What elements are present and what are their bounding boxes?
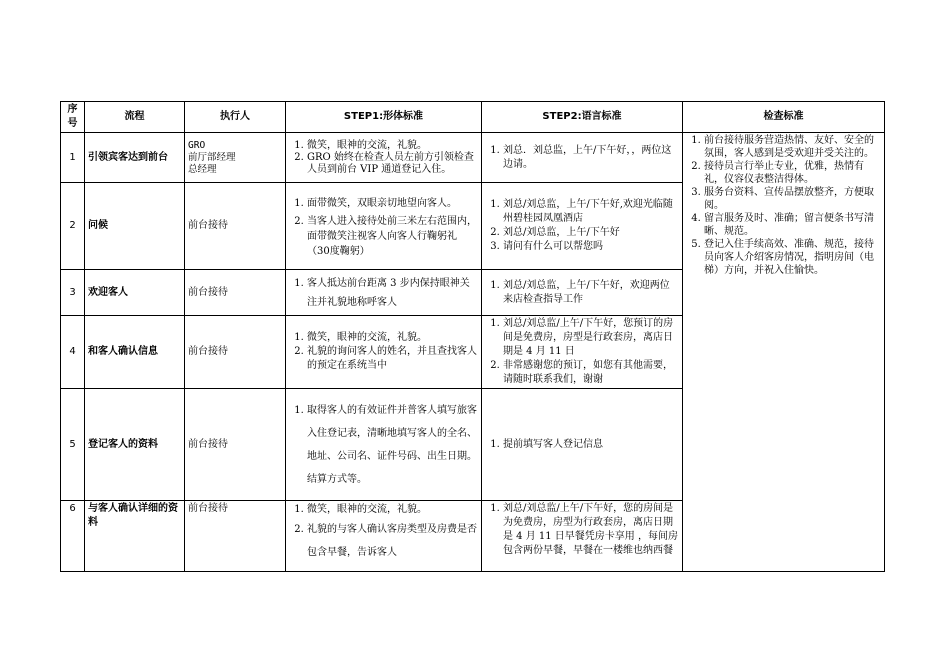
header-flow: 流程 — [85, 102, 185, 133]
row-number: 2 — [61, 183, 85, 270]
list-item: 1. 刘总/刘总监，上午/下午好，欢迎两位来店检查指导工作 — [503, 279, 679, 307]
flow-name: 与客人确认详细的资料 — [85, 501, 185, 572]
list-item: 1. 刘总．刘总监，上午/下午好，，两位这边请。 — [503, 144, 679, 172]
step1-list — [289, 331, 478, 373]
row-number: 6 — [61, 501, 85, 572]
list-item: 5. 登记入住手续高效、准确、规范，接待员向客人介绍客房情况，指明房间（电梯）方向，并祝入住愉快。 — [704, 238, 881, 277]
check-standard-cell — [683, 133, 885, 572]
list-item: 2. 礼貌的与客人确认客房类型及房费是否包含早餐，告诉客人 — [307, 518, 478, 564]
step2-cell — [482, 270, 683, 316]
list-item: 2. GRO 始终在检查人员左前方引领检查人员到前台 VIP 通道登记入住。 — [307, 152, 478, 176]
step1-cell — [286, 501, 482, 572]
step1-list — [289, 274, 478, 312]
list-item: 3. 服务台资料、宣传品摆放整齐，方便取阅。 — [704, 186, 881, 212]
flow-name: 欢迎客人 — [85, 270, 185, 316]
executor — [185, 133, 286, 183]
flow-name: 引领宾客达到前台 — [85, 133, 185, 183]
list-item: 1. 客人抵达前台距离 3 步内保持眼神关注并礼貌地称呼客人 — [307, 274, 478, 312]
executor: 前台接待 — [185, 270, 286, 316]
step2-cell — [482, 501, 683, 572]
step1-list — [289, 399, 478, 491]
list-item: 1. 微笑，眼神的交流，礼貌。 — [307, 502, 478, 518]
step1-cell — [286, 133, 482, 183]
header-no: 序号 — [61, 102, 85, 133]
list-item: 2. 非常感谢您的预订，如您有其他需要，请随时联系我们，谢谢 — [503, 359, 679, 387]
step2-cell — [482, 389, 683, 501]
step2-cell — [482, 183, 683, 270]
row-number: 1 — [61, 133, 85, 183]
executor-line: 前厅部经理 — [188, 151, 236, 163]
list-item: 3. 请问有什么可以帮您吗 — [503, 240, 679, 254]
table-row — [61, 133, 885, 183]
step1-list — [289, 194, 478, 259]
list-item: 2. 接待员言行举止专业，优雅，热情有礼，仪容仪表整洁得体。 — [704, 160, 881, 186]
flow-name: 问候 — [85, 183, 185, 270]
step1-list — [289, 140, 478, 176]
row-number: 3 — [61, 270, 85, 316]
step2-list — [485, 279, 679, 307]
step2-list — [485, 317, 679, 387]
list-item: 2. 当客人进入接待处前三米左右范围内，面带微笑注视客人向客人行鞠躬礼（30度鞠躬） — [307, 214, 478, 259]
executor: 前台接待 — [185, 389, 286, 501]
header-step2: STEP2:语言标准 — [482, 102, 683, 133]
list-item: 4. 留言服务及时、准确；留言便条书写清晰、规范。 — [704, 212, 881, 238]
executor: 前台接待 — [185, 316, 286, 389]
step1-cell — [286, 183, 482, 270]
step2-list — [485, 144, 679, 172]
list-item: 1. 微笑，眼神的交流，礼貌。 — [307, 140, 478, 152]
executor-line: 总经理 — [188, 163, 217, 175]
step2-list — [485, 198, 679, 254]
list-item: 1. 提前填写客人登记信息 — [503, 438, 679, 452]
header-step1: STEP1:形体标准 — [286, 102, 482, 133]
row-number: 5 — [61, 389, 85, 501]
list-item: 1. 取得客人的有效证件并普客人填写旅客入住登记表，清晰地填写客人的全名、地址、公司名、证件号码、出生日期。结算方式等。 — [307, 399, 478, 491]
step2-list — [485, 438, 679, 452]
row-number: 4 — [61, 316, 85, 389]
list-item: 1. 刘总/刘总监/上午/下午好，您的房间是为免费房，房型为行政套房，离店日期是 4 月 11 日早餐凭房卡享用 ，每间房包含两份早餐，早餐在一楼维也纳西餐 — [503, 502, 679, 558]
step1-cell — [286, 389, 482, 501]
list-item: 1. 微笑，眼神的交流，礼貌。 — [307, 331, 478, 345]
step2-list — [485, 502, 679, 558]
step1-list — [289, 502, 478, 564]
executor: 前台接待 — [185, 501, 286, 572]
flow-name: 登记客人的资料 — [85, 389, 185, 501]
check-list — [686, 134, 881, 277]
header-row — [61, 102, 885, 133]
flow-name: 和客人确认信息 — [85, 316, 185, 389]
list-item: 1. 面带微笑，双眼亲切地望向客人。 — [307, 194, 478, 214]
list-item: 1. 刘总/刘总监/上午/下午好，您预订的房间是免费房，房型是行政套房，离店日期是 4 月 11 日 — [503, 317, 679, 359]
list-item: 2. 刘总/刘总监，上午/下午好 — [503, 226, 679, 240]
step1-cell — [286, 316, 482, 389]
header-check: 检查标准 — [683, 102, 885, 133]
executor-line: GRO — [188, 139, 206, 151]
executor: 前台接待 — [185, 183, 286, 270]
step1-cell — [286, 270, 482, 316]
header-exec: 执行人 — [185, 102, 286, 133]
step2-cell — [482, 133, 683, 183]
list-item: 2. 礼貌的询问客人的姓名，并且查找客人的预定在系统当中 — [307, 345, 478, 373]
service-standard-table — [60, 101, 885, 572]
list-item: 1. 前台接待服务营造热情、友好、安全的氛围，客人感到是受欢迎并受关注的。 — [704, 134, 881, 160]
list-item: 1. 刘总/刘总监，上午/下午好,欢迎光临随州碧桂园凤凰酒店 — [503, 198, 679, 226]
step2-cell — [482, 316, 683, 389]
